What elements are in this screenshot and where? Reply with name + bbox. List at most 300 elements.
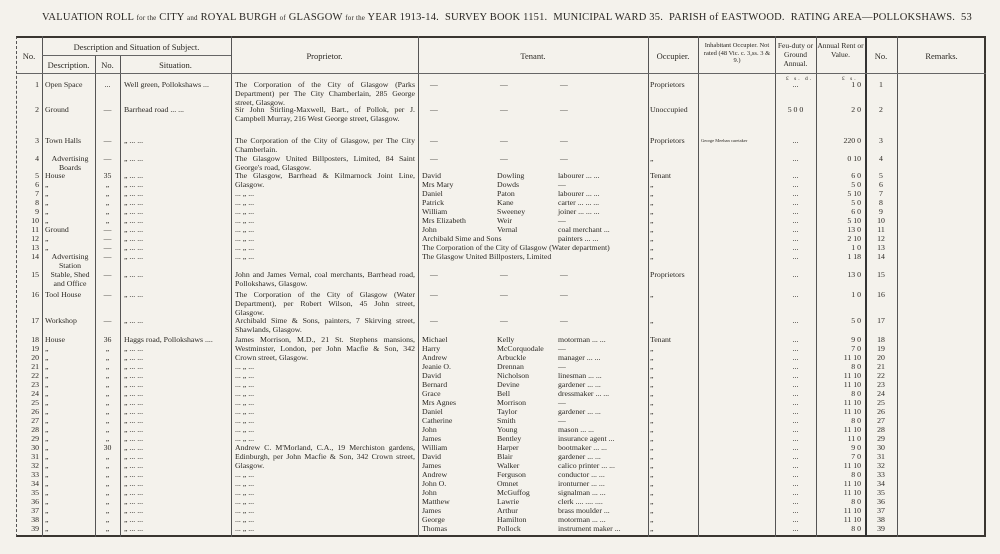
- entry-occupier: „: [650, 407, 654, 416]
- entry-sub-no: „: [105, 479, 110, 488]
- entry-no-right: 16: [877, 290, 885, 299]
- entry-sub-no: 30: [103, 443, 112, 452]
- entry-occupier: „: [650, 452, 654, 461]
- entry-sub-no: „: [105, 389, 110, 398]
- col-header-no: No.: [22, 51, 36, 61]
- entry-feu-duty: ...: [792, 234, 799, 243]
- entry-situation: „ ... ...: [124, 216, 144, 225]
- tenant-first-name: —: [430, 316, 438, 325]
- entry-no-right: 2: [879, 105, 883, 114]
- entry-sub-no: —: [103, 136, 112, 145]
- header-subrule: [42, 55, 231, 56]
- entry-description: „: [45, 362, 49, 371]
- tenant-first-name: Grace: [422, 389, 441, 398]
- entry-feu-duty: ...: [792, 479, 799, 488]
- tenant-occupation: —: [558, 416, 566, 425]
- tenant-first-name: John O.: [422, 479, 447, 488]
- entry-sub-no: „: [105, 407, 110, 416]
- entry-sub-no: „: [105, 506, 110, 515]
- entry-situation: „ ... ...: [124, 506, 144, 515]
- entry-annual-rent: 11 10: [843, 353, 861, 362]
- entry-no-right: 38: [877, 515, 885, 524]
- entry-feu-duty: ...: [792, 243, 799, 252]
- tenant-surname: Paton: [497, 189, 515, 198]
- entry-annual-rent: 11 10: [843, 488, 861, 497]
- entry-situation: „ ... ...: [124, 189, 144, 198]
- entry-annual-rent: 11 10: [843, 515, 861, 524]
- tenant-first-name: William: [422, 443, 448, 452]
- entry-no: 9: [35, 207, 39, 216]
- tenant-occupation: brass moulder ...: [558, 506, 610, 515]
- tenant-occupation: insurance agent ...: [558, 434, 615, 443]
- tenant-surname: Walker: [497, 461, 520, 470]
- entry-feu-duty: ...: [792, 252, 799, 261]
- entry-sub-no: „: [105, 416, 110, 425]
- entry-sub-no: —: [103, 225, 112, 234]
- entry-proprietor: ... „ ...: [235, 515, 255, 524]
- entry-annual-rent: 11 10: [843, 407, 861, 416]
- entry-no-right: 23: [877, 380, 885, 389]
- entry-occupier: „: [650, 515, 654, 524]
- entry-no: 6: [35, 180, 39, 189]
- tenant-surname: Hamilton: [497, 515, 527, 524]
- tenant-surname: —: [500, 105, 508, 114]
- entry-feu-duty: ...: [792, 434, 799, 443]
- entry-situation: „ ... ...: [124, 515, 144, 524]
- entry-sub-no: „: [105, 497, 110, 506]
- entry-sub-no: „: [105, 371, 110, 380]
- col-header-tenant: Tenant.: [520, 51, 546, 61]
- tenant-surname: Lawrie: [497, 497, 520, 506]
- entry-annual-rent: 8 0: [851, 416, 861, 425]
- entry-proprietor: ... „ ...: [235, 434, 255, 443]
- entry-no-right: 30: [877, 443, 885, 452]
- entry-no: 32: [31, 461, 39, 470]
- entry-annual-rent: 8 0: [851, 497, 861, 506]
- entry-no: 10: [31, 216, 39, 225]
- tenant-occupation: gardener ... ...: [558, 452, 601, 461]
- entry-annual-rent: 2 0: [851, 105, 861, 114]
- tenant-surname: Pollock: [497, 524, 521, 533]
- entry-situation: „ ... ...: [124, 353, 144, 362]
- entry-feu-duty: ...: [792, 154, 799, 163]
- tenant-first-name: —: [430, 270, 438, 279]
- tenant-surname: Taylor: [497, 407, 518, 416]
- col-header-sub-no: No.: [101, 60, 114, 70]
- entry-no-right: 35: [877, 488, 885, 497]
- col-header-annual-rent: Annual Rent or Value.: [817, 41, 864, 59]
- tenant-first-name: —: [430, 136, 438, 145]
- tenant-occupation: —: [560, 316, 568, 325]
- entry-description: „: [45, 189, 49, 198]
- entry-sub-no: —: [103, 234, 112, 243]
- tenant-first-name: William: [422, 207, 448, 216]
- entry-feu-duty: ...: [792, 353, 799, 362]
- entry-situation: „ ... ...: [124, 171, 144, 180]
- col-rule: [897, 36, 898, 537]
- col-header-feu-duty: Feu-duty or Ground Annual.: [777, 41, 814, 68]
- col-rule: [120, 55, 121, 537]
- entry-proprietor: The Glasgow United Billposters, Limited, 84 Saint George's road, Glasgow.: [235, 154, 415, 172]
- entry-description: „: [45, 398, 49, 407]
- entry-occupier: „: [650, 470, 654, 479]
- entry-no: 18: [31, 335, 39, 344]
- tenant-occupation: signalman ... ...: [558, 488, 606, 497]
- entry-no: 22: [31, 371, 39, 380]
- tenant-surname: —: [500, 136, 508, 145]
- entry-no: 35: [31, 488, 39, 497]
- entry-feu-duty: ...: [792, 136, 799, 145]
- tenant-first-name: Harry: [422, 344, 441, 353]
- entry-proprietor: The Corporation of the City of Glasgow, per The City Chamberlain.: [235, 136, 415, 154]
- entry-no: 38: [31, 515, 39, 524]
- tenant-first-name: David: [422, 171, 442, 180]
- entry-annual-rent: 11 10: [843, 506, 861, 515]
- entry-annual-rent: 8 0: [851, 389, 861, 398]
- entry-proprietor: ... „ ...: [235, 243, 255, 252]
- entry-proprietor: ... „ ...: [235, 470, 255, 479]
- entry-occupier: „: [650, 290, 654, 299]
- municipal-ward: MUNICIPAL WARD 35.: [553, 12, 664, 23]
- entry-occupier: „: [650, 225, 654, 234]
- entry-description: House: [45, 335, 65, 344]
- tenant-surname: Morrison: [497, 398, 527, 407]
- entry-sub-no: „: [105, 425, 110, 434]
- entry-feu-duty: ...: [792, 198, 799, 207]
- entry-annual-rent: 9 0: [851, 443, 861, 452]
- entry-proprietor: ... „ ...: [235, 488, 255, 497]
- entry-no: 16: [31, 290, 39, 299]
- entry-sub-no: „: [105, 189, 110, 198]
- entry-occupier: „: [650, 207, 654, 216]
- entry-occupier: Tenant: [650, 171, 672, 180]
- entry-sub-no: „: [105, 362, 110, 371]
- entry-feu-duty: ...: [792, 344, 799, 353]
- entry-occupier: „: [650, 371, 654, 380]
- col-rule: [231, 36, 232, 537]
- entry-occupier: „: [650, 362, 654, 371]
- entry-proprietor: The Corporation of the City of Glasgow (Parks Department) per The City Chamberlain, 285 George street, Glasgow.: [235, 80, 415, 107]
- tenant-first-name: Daniel: [422, 407, 443, 416]
- entry-situation: „ ... ...: [124, 136, 144, 145]
- entry-no: 21: [31, 362, 39, 371]
- entry-description: „: [45, 416, 49, 425]
- tenant-occupation: ironturner ... ...: [558, 479, 605, 488]
- entry-proprietor: ... „ ...: [235, 479, 255, 488]
- entry-no-right: 28: [877, 425, 885, 434]
- entry-feu-duty: ...: [792, 398, 799, 407]
- entry-proprietor: ... „ ...: [235, 389, 255, 398]
- tenant-surname: Kane: [497, 198, 514, 207]
- tenant-first-name: John: [422, 225, 437, 234]
- entry-no: 20: [31, 353, 39, 362]
- entry-occupier: Unoccupied: [650, 105, 688, 114]
- entry-description: „: [45, 243, 49, 252]
- entry-no: 7: [35, 189, 39, 198]
- entry-occupier: „: [650, 416, 654, 425]
- entry-situation: „ ... ...: [124, 407, 144, 416]
- tenant-surname: Arbuckle: [497, 353, 527, 362]
- entry-feu-duty: ...: [792, 316, 799, 325]
- entry-feu-duty: ...: [792, 270, 799, 279]
- entry-occupier: „: [650, 479, 654, 488]
- entry-occupier: Proprietors: [650, 136, 685, 145]
- entry-annual-rent: 6 0: [851, 207, 861, 216]
- entry-no: 29: [31, 434, 39, 443]
- tenant-surname: Drennan: [497, 362, 524, 371]
- entry-situation: „ ... ...: [124, 398, 144, 407]
- tenant-occupation: —: [558, 362, 566, 371]
- entry-sub-no: 35: [103, 171, 112, 180]
- entry-no: 8: [35, 198, 39, 207]
- tenant-first-name: The Glasgow United Billposters, Limited: [422, 252, 552, 261]
- entry-sub-no: „: [105, 461, 110, 470]
- entry-description: „: [45, 353, 49, 362]
- entry-no: 23: [31, 380, 39, 389]
- entry-sub-no: „: [105, 380, 110, 389]
- tenant-surname: Weir: [497, 216, 512, 225]
- entry-feu-duty: ...: [792, 171, 799, 180]
- tenant-surname: Sweeney: [497, 207, 526, 216]
- col-header-desc-group: Description and Situation of Subject.: [73, 42, 200, 52]
- tenant-surname: Nicholson: [497, 371, 530, 380]
- tenant-surname: Smith: [497, 416, 516, 425]
- entry-description: „: [45, 461, 49, 470]
- entry-annual-rent: 11 10: [843, 425, 861, 434]
- tenant-first-name: —: [430, 80, 438, 89]
- entry-feu-duty: ...: [792, 216, 799, 225]
- entry-annual-rent: 7 0: [851, 344, 861, 353]
- entry-annual-rent: 11 10: [843, 371, 861, 380]
- entry-proprietor: ... „ ...: [235, 225, 255, 234]
- entry-no: 33: [31, 470, 39, 479]
- entry-feu-duty: 5 0 0: [787, 105, 804, 114]
- tenant-first-name: Michael: [422, 335, 448, 344]
- entry-situation: „ ... ...: [124, 497, 144, 506]
- entry-no: 5: [35, 171, 39, 180]
- entry-no: 17: [31, 316, 39, 325]
- entry-situation: „ ... ...: [124, 434, 144, 443]
- entry-sub-no: „: [105, 180, 110, 189]
- entry-occupier: „: [650, 252, 654, 261]
- entry-annual-rent: 11 10: [843, 479, 861, 488]
- tenant-surname: Young: [497, 425, 518, 434]
- tenant-occupation: —: [560, 136, 568, 145]
- entry-situation: „ ... ...: [124, 416, 144, 425]
- entry-sub-no: —: [103, 154, 112, 163]
- entry-occupier: „: [650, 189, 654, 198]
- entry-feu-duty: ...: [792, 461, 799, 470]
- entry-feu-duty: ...: [792, 407, 799, 416]
- entry-situation: „ ... ...: [124, 425, 144, 434]
- tenant-surname: Arthur: [497, 506, 518, 515]
- entry-annual-rent: 1 0: [851, 243, 861, 252]
- entry-sub-no: —: [103, 290, 112, 299]
- tenant-occupation: —: [558, 180, 566, 189]
- entry-no-right: 15: [877, 270, 885, 279]
- entry-proprietor: ... „ ...: [235, 416, 255, 425]
- entry-annual-rent: 9 0: [851, 335, 861, 344]
- entry-no-right: 3: [879, 136, 883, 145]
- entry-description: House: [45, 171, 65, 180]
- entry-proprietor: ... „ ...: [235, 380, 255, 389]
- entry-description: Open Space: [45, 80, 83, 89]
- entry-no-right: 20: [877, 353, 885, 362]
- tenant-first-name: Mrs Mary: [422, 180, 454, 189]
- rating-area: RATING AREA—POLLOKSHAWS.: [790, 12, 956, 23]
- entry-no-right: 1: [879, 80, 883, 89]
- tenant-first-name: John: [422, 425, 437, 434]
- entry-no: 28: [31, 425, 39, 434]
- entry-no-right: 18: [877, 335, 885, 344]
- entry-annual-rent: 8 0: [851, 470, 861, 479]
- entry-occupier: Proprietors: [650, 270, 685, 279]
- entry-occupier: „: [650, 353, 654, 362]
- entry-situation: „ ... ...: [124, 389, 144, 398]
- tenant-occupation: bootmaker ... ...: [558, 443, 607, 452]
- entry-feu-duty: ...: [792, 362, 799, 371]
- entry-occupier: Tenant: [650, 335, 672, 344]
- entry-no: 4: [35, 154, 39, 163]
- entry-no-right: 6: [879, 180, 883, 189]
- entry-description: Ground: [45, 105, 69, 114]
- entry-no: 26: [31, 407, 39, 416]
- tenant-surname: McGuffog: [497, 488, 530, 497]
- entry-sub-no: „: [105, 207, 110, 216]
- page-header: [42, 12, 972, 23]
- tenant-occupation: motorman ... ...: [558, 515, 606, 524]
- entry-situation: „ ... ...: [124, 443, 144, 452]
- entry-sub-no: „: [105, 398, 110, 407]
- tenant-occupation: conductor ... ...: [558, 470, 605, 479]
- tenant-occupation: motorman ... ...: [558, 335, 606, 344]
- tenant-occupation: gardener ... ...: [558, 407, 601, 416]
- entry-situation: „ ... ...: [124, 252, 144, 261]
- entry-situation: „ ... ...: [124, 225, 144, 234]
- tenant-first-name: James: [422, 461, 442, 470]
- entry-occupier: „: [650, 398, 654, 407]
- tenant-occupation: labourer ... ...: [558, 171, 600, 180]
- entry-description: Stable, Shed and Office: [50, 270, 90, 288]
- col-header-proprietor: Proprietor.: [306, 51, 343, 61]
- entry-description: „: [45, 371, 49, 380]
- entry-description: Workshop: [45, 316, 77, 325]
- entry-no: 27: [31, 416, 39, 425]
- tenant-surname: —: [500, 270, 508, 279]
- entry-feu-duty: ...: [792, 488, 799, 497]
- entry-description: „: [45, 506, 49, 515]
- entry-situation: „ ... ...: [124, 524, 144, 533]
- entry-sub-no: „: [105, 452, 110, 461]
- entry-feu-duty: ...: [792, 380, 799, 389]
- entry-situation: „ ... ...: [124, 452, 144, 461]
- entry-description: „: [45, 234, 49, 243]
- entry-situation: „ ... ...: [124, 488, 144, 497]
- entry-proprietor: ... „ ...: [235, 362, 255, 371]
- col-rule: [648, 36, 649, 537]
- entry-no: 3: [35, 136, 39, 145]
- tenant-occupation: mason ... ...: [558, 425, 594, 434]
- entry-description: „: [45, 216, 49, 225]
- entry-description: „: [45, 434, 49, 443]
- entry-proprietor: ... „ ...: [235, 524, 255, 533]
- entry-annual-rent: 8 0: [851, 524, 861, 533]
- entry-no-right: 36: [877, 497, 885, 506]
- entry-proprietor: ... „ ...: [235, 506, 255, 515]
- tenant-surname: Bell: [497, 389, 510, 398]
- entry-situation: „ ... ...: [124, 316, 144, 325]
- entry-feu-duty: ...: [792, 452, 799, 461]
- entry-proprietor: ... „ ...: [235, 207, 255, 216]
- entry-annual-rent: 11 0: [847, 434, 861, 443]
- header-rule: [16, 73, 986, 74]
- entry-feu-duty: ...: [792, 497, 799, 506]
- tenant-first-name: —: [430, 290, 438, 299]
- col-rule: [418, 36, 419, 537]
- entry-description: „: [45, 452, 49, 461]
- entry-occupier: „: [650, 461, 654, 470]
- entry-sub-no: —: [103, 316, 112, 325]
- tenant-surname: Dowds: [497, 180, 520, 189]
- entry-description: Advertising Boards: [51, 154, 89, 172]
- entry-feu-duty: ...: [792, 189, 799, 198]
- tenant-first-name: John: [422, 488, 437, 497]
- tenant-occupation: —: [560, 270, 568, 279]
- entry-no-right: 37: [877, 506, 885, 515]
- tenant-first-name: James: [422, 434, 442, 443]
- entry-sub-no: „: [105, 198, 110, 207]
- entry-occupier: „: [650, 243, 654, 252]
- parish: PARISH of EASTWOOD.: [669, 12, 785, 23]
- entry-description: „: [45, 497, 49, 506]
- entry-no: 37: [31, 506, 39, 515]
- entry-no-right: 32: [877, 461, 885, 470]
- entry-sub-no: „: [105, 216, 110, 225]
- entry-proprietor: ... „ ...: [235, 234, 255, 243]
- entry-annual-rent: 11 10: [843, 398, 861, 407]
- entry-description: „: [45, 443, 49, 452]
- entry-situation: „ ... ...: [124, 270, 144, 279]
- entry-occupier: „: [650, 497, 654, 506]
- entry-feu-duty: ...: [792, 389, 799, 398]
- entry-no-right: 8: [879, 198, 883, 207]
- entry-annual-rent: 11 10: [843, 380, 861, 389]
- entry-no-right: 31: [877, 452, 885, 461]
- entry-occupier: „: [650, 234, 654, 243]
- tenant-surname: —: [500, 290, 508, 299]
- tenant-first-name: Andrew: [422, 470, 448, 479]
- entry-situation: Barrhead road ... ...: [124, 105, 184, 114]
- tenant-occupation: instrument maker ...: [558, 524, 621, 533]
- entry-occupier: „: [650, 316, 654, 325]
- entry-annual-rent: 13 0: [847, 270, 861, 279]
- tenant-surname: Bentley: [497, 434, 522, 443]
- entry-description: „: [45, 524, 49, 533]
- entry-feu-duty: ...: [792, 470, 799, 479]
- entry-sub-no: 36: [103, 335, 112, 344]
- entry-no-right: 26: [877, 407, 885, 416]
- entry-description: „: [45, 470, 49, 479]
- entry-no-right: 5: [879, 171, 883, 180]
- entry-feu-duty: ...: [792, 80, 799, 89]
- entry-no-right: 29: [877, 434, 885, 443]
- entry-feu-duty: ...: [792, 371, 799, 380]
- entry-description: „: [45, 389, 49, 398]
- tenant-occupation: coal merchant ...: [558, 225, 610, 234]
- tenant-occupation: gardener ... ...: [558, 380, 601, 389]
- entry-situation: „ ... ...: [124, 234, 144, 243]
- entry-proprietor: The Corporation of the City of Glasgow (Water Department), per Robert Wilson, 45 John street, Glasgow.: [235, 290, 415, 317]
